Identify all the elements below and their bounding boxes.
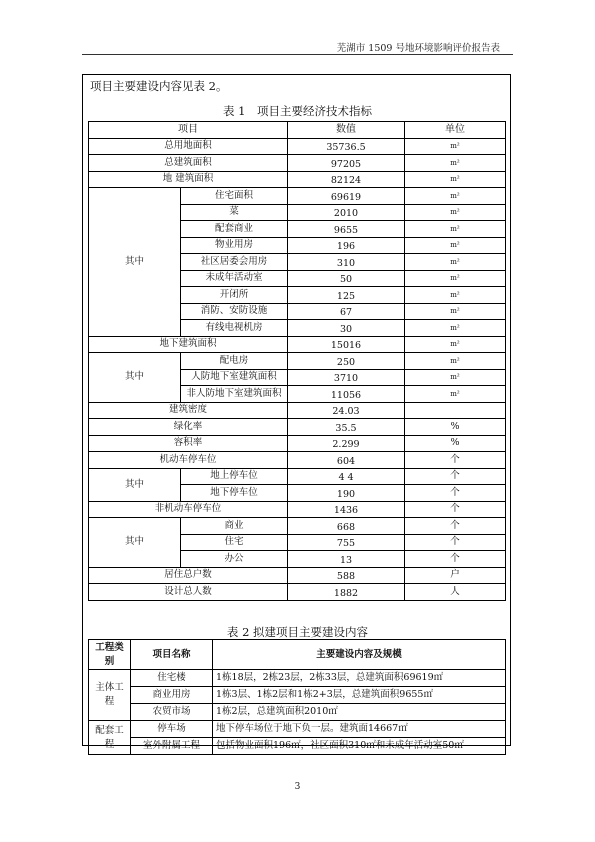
group-label: 其中 — [89, 188, 181, 337]
row-unit: m² — [405, 287, 506, 304]
row-value: 13 — [288, 551, 405, 568]
row-value: 2.299 — [288, 435, 405, 452]
row-value: 35736.5 — [288, 138, 405, 155]
table-row — [89, 468, 506, 485]
row-label: 物业用房 — [181, 237, 288, 254]
row-label: 配套商业 — [181, 221, 288, 238]
row-label: 商业 — [181, 518, 288, 535]
construction-content-table — [88, 639, 506, 755]
row-label: 住宅 — [181, 534, 288, 551]
row-label: 非机动车停车位 — [89, 501, 288, 518]
row-label: 地 建筑面积 — [89, 171, 288, 188]
table-header-row — [89, 122, 506, 139]
row-label: 配电房 — [181, 353, 288, 370]
row-value: 588 — [288, 567, 405, 584]
row-value: 24.03 — [288, 402, 405, 419]
row-value: 250 — [288, 353, 405, 370]
row-value: 2010 — [288, 204, 405, 221]
table1-title: 表 1 项目主要经济技术指标 — [223, 104, 372, 118]
row-unit: m² — [405, 221, 506, 238]
report-header-title: 芜湖市 1509 号地环境影响评价报告表 — [336, 43, 500, 54]
row-unit: m² — [405, 303, 506, 320]
row-label: 居住总户数 — [89, 567, 288, 584]
group-label: 其中 — [89, 468, 181, 501]
row-unit: m² — [405, 353, 506, 370]
table-row — [89, 188, 506, 205]
row-label: 开闭所 — [181, 287, 288, 304]
row-unit: 个 — [405, 551, 506, 568]
row-label: 地上停车位 — [181, 468, 288, 485]
category-main: 主体工程 — [89, 670, 131, 721]
row-value: 15016 — [288, 336, 405, 353]
table-row — [89, 353, 506, 370]
table-row — [89, 670, 506, 687]
header-item: 项目 — [89, 122, 288, 139]
row-value: 11056 — [288, 386, 405, 403]
row-label: 办公 — [181, 551, 288, 568]
project-content: 地下停车场位于地下负一层。建筑面14667㎡ — [213, 721, 506, 738]
table-row — [89, 435, 506, 452]
row-value: 604 — [288, 452, 405, 469]
table-row — [89, 501, 506, 518]
row-label: 住宅面积 — [181, 188, 288, 205]
table-row — [89, 738, 506, 755]
row-unit: m² — [405, 155, 506, 172]
table-row — [89, 155, 506, 172]
row-unit: m² — [405, 336, 506, 353]
row-label: 社区居委会用房 — [181, 254, 288, 271]
project-name: 农贸市场 — [131, 704, 213, 721]
row-value: 668 — [288, 518, 405, 535]
project-name: 室外附属工程 — [131, 738, 213, 755]
row-value: 755 — [288, 534, 405, 551]
project-content: 1栋2层，总建筑面积2010㎡ — [213, 704, 506, 721]
row-label: 菜 — [181, 204, 288, 221]
table-row — [89, 138, 506, 155]
row-label: 总用地面积 — [89, 138, 288, 155]
row-unit: m² — [405, 138, 506, 155]
table-row — [89, 704, 506, 721]
intro-text: 项目主要建设内容见表 2。 — [90, 79, 228, 93]
row-label: 绿化率 — [89, 419, 288, 436]
row-value: 310 — [288, 254, 405, 271]
category-aux: 配套工程 — [89, 721, 131, 755]
table-row — [89, 171, 506, 188]
row-unit: % — [405, 435, 506, 452]
row-label: 地下建筑面积 — [89, 336, 288, 353]
row-value: 82124 — [288, 171, 405, 188]
row-unit: m² — [405, 270, 506, 287]
table-row — [89, 518, 506, 535]
row-value: 4 4 — [288, 468, 405, 485]
project-content: 包括物业面积196㎡，社区面积310㎡和未成年活动室50㎡ — [213, 738, 506, 755]
row-unit: 个 — [405, 485, 506, 502]
row-label: 非人防地下室建筑面积 — [181, 386, 288, 403]
table-row — [89, 721, 506, 738]
row-unit: 户 — [405, 567, 506, 584]
row-unit: m² — [405, 204, 506, 221]
project-content: 1栋3层、1栋2层和1栋2+3层，总建筑面积9655㎡ — [213, 687, 506, 704]
row-label: 容积率 — [89, 435, 288, 452]
table-row — [89, 419, 506, 436]
row-unit: m² — [405, 171, 506, 188]
row-value: 97205 — [288, 155, 405, 172]
row-unit: m² — [405, 188, 506, 205]
project-name: 住宅楼 — [131, 670, 213, 687]
row-label: 设计总人数 — [89, 584, 288, 601]
row-unit: 个 — [405, 468, 506, 485]
header-project-name: 项目名称 — [131, 640, 213, 670]
project-name: 商业用房 — [131, 687, 213, 704]
row-value: 69619 — [288, 188, 405, 205]
row-value: 125 — [288, 287, 405, 304]
row-unit: 个 — [405, 501, 506, 518]
row-unit: 人 — [405, 584, 506, 601]
table-row — [89, 687, 506, 704]
row-unit: % — [405, 419, 506, 436]
row-label: 未成年活动室 — [181, 270, 288, 287]
row-value: 67 — [288, 303, 405, 320]
project-name: 停车场 — [131, 721, 213, 738]
table2-title: 表 2 拟建项目主要建设内容 — [226, 625, 369, 639]
row-label: 机动车停车位 — [89, 452, 288, 469]
row-value: 30 — [288, 320, 405, 337]
row-value: 9655 — [288, 221, 405, 238]
row-label: 地下停车位 — [181, 485, 288, 502]
row-label: 建筑密度 — [89, 402, 288, 419]
table-header-row — [89, 640, 506, 670]
row-unit: 个 — [405, 518, 506, 535]
header-divider — [82, 54, 513, 55]
group-label: 其中 — [89, 518, 181, 568]
row-value: 35.5 — [288, 419, 405, 436]
header-category: 工程类别 — [89, 640, 131, 670]
economic-indicators-table — [88, 121, 506, 601]
row-value: 3710 — [288, 369, 405, 386]
row-label: 总建筑面积 — [89, 155, 288, 172]
header-value: 数值 — [288, 122, 405, 139]
row-unit: m² — [405, 237, 506, 254]
row-unit — [405, 402, 506, 419]
row-unit: m² — [405, 369, 506, 386]
table-row — [89, 452, 506, 469]
row-value: 190 — [288, 485, 405, 502]
table-row — [89, 336, 506, 353]
row-unit: 个 — [405, 452, 506, 469]
row-value: 1436 — [288, 501, 405, 518]
table-row — [89, 402, 506, 419]
row-value: 50 — [288, 270, 405, 287]
row-label: 消防、安防设施 — [181, 303, 288, 320]
header-content: 主要建设内容及规模 — [213, 640, 506, 670]
page-number: 3 — [294, 782, 301, 792]
row-unit: m² — [405, 254, 506, 271]
table-row — [89, 567, 506, 584]
project-content: 1栋18层，2栋23层，2栋33层，总建筑面积69619㎡ — [213, 670, 506, 687]
row-unit: m² — [405, 320, 506, 337]
row-value: 1882 — [288, 584, 405, 601]
group-label: 其中 — [89, 353, 181, 403]
table-row — [89, 584, 506, 601]
row-label: 有线电视机房 — [181, 320, 288, 337]
row-value: 196 — [288, 237, 405, 254]
header-unit: 单位 — [405, 122, 506, 139]
row-unit: 个 — [405, 534, 506, 551]
row-label: 人防地下室建筑面积 — [181, 369, 288, 386]
row-unit: m² — [405, 386, 506, 403]
